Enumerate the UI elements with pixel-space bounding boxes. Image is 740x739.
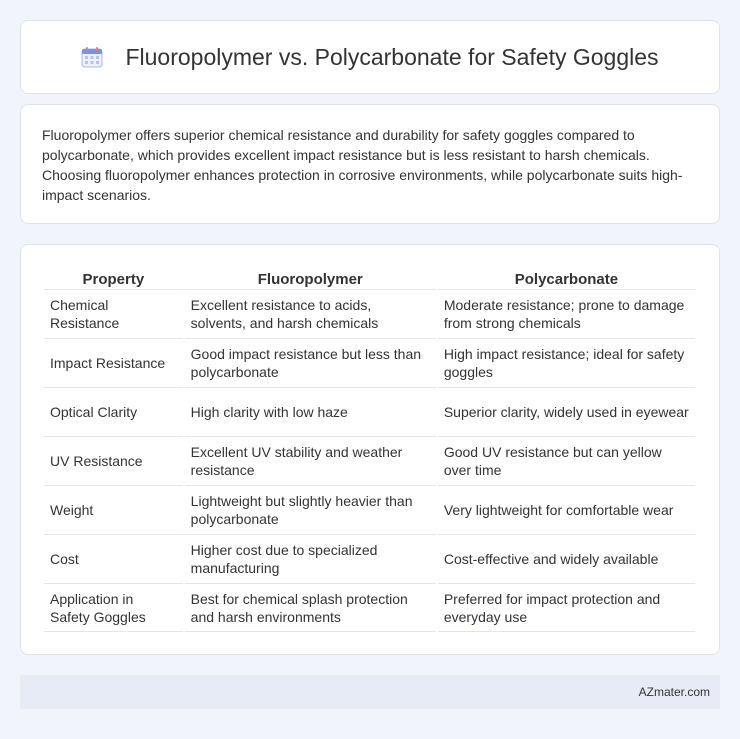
cell-property: Application in Safety Goggles [44,583,183,632]
cell-polycarbonate: Superior clarity, widely used in eyewear [438,387,695,436]
table-row [44,436,695,485]
table-row [44,485,695,534]
table-row [44,289,695,338]
cell-polycarbonate: High impact resistance; ideal for safety goggles [438,338,695,387]
cell-property: Optical Clarity [44,387,183,436]
summary-text: Fluoropolymer offers superior chemical resistance and durability for safety goggles compared to polycarbonate, which provides excellent impact resistance but is less resistant to harsh chemicals. Choosing fluoropolymer enhances protection in corrosive environments, while polycarbonate suits high-impact scenarios. [42,127,683,203]
table-row [44,583,695,632]
cell-fluoropolymer: Higher cost due to specialized manufacturing [185,534,436,583]
cell-polycarbonate: Preferred for impact protection and everyday use [438,583,695,632]
cell-property: Impact Resistance [44,338,183,387]
comparison-table-card [20,244,720,655]
page-title: Fluoropolymer vs. Polycarbonate for Safety Goggles [125,43,659,70]
header-fluoropolymer: Fluoropolymer [257,271,363,288]
cell-property: Cost [44,534,183,583]
cell-fluoropolymer: High clarity with low haze [185,387,436,436]
cell-polycarbonate: Good UV resistance but can yellow over time [438,436,695,485]
cell-property: Chemical Resistance [44,289,183,338]
cell-polycarbonate: Cost-effective and widely available [438,534,695,583]
title-wrap [81,44,658,71]
cell-fluoropolymer: Good impact resistance but less than polycarbonate [185,338,436,387]
footer-bar [20,675,720,709]
cell-polycarbonate: Very lightweight for comfortable wear [438,485,695,534]
cell-property: UV Resistance [44,436,183,485]
cell-property: Weight [44,485,183,534]
header-property: Property [82,271,145,288]
cell-fluoropolymer: Best for chemical splash protection and harsh environments [185,583,436,632]
table-header-row [44,265,695,289]
cell-fluoropolymer: Excellent UV stability and weather resistance [185,436,436,485]
cell-fluoropolymer: Lightweight but slightly heavier than polycarbonate [185,485,436,534]
table-row [44,338,695,387]
summary-card [20,104,720,224]
comparison-table [42,265,697,632]
cell-fluoropolymer: Excellent resistance to acids, solvents, and harsh chemicals [185,289,436,338]
table-row [44,534,695,583]
footer-source[interactable]: AZmater.com [638,685,710,699]
cell-polycarbonate: Moderate resistance; prone to damage from strong chemicals [438,289,695,338]
calendar-icon [81,46,103,68]
table-row [44,387,695,436]
header-polycarbonate: Polycarbonate [514,271,619,288]
title-card [20,20,720,94]
